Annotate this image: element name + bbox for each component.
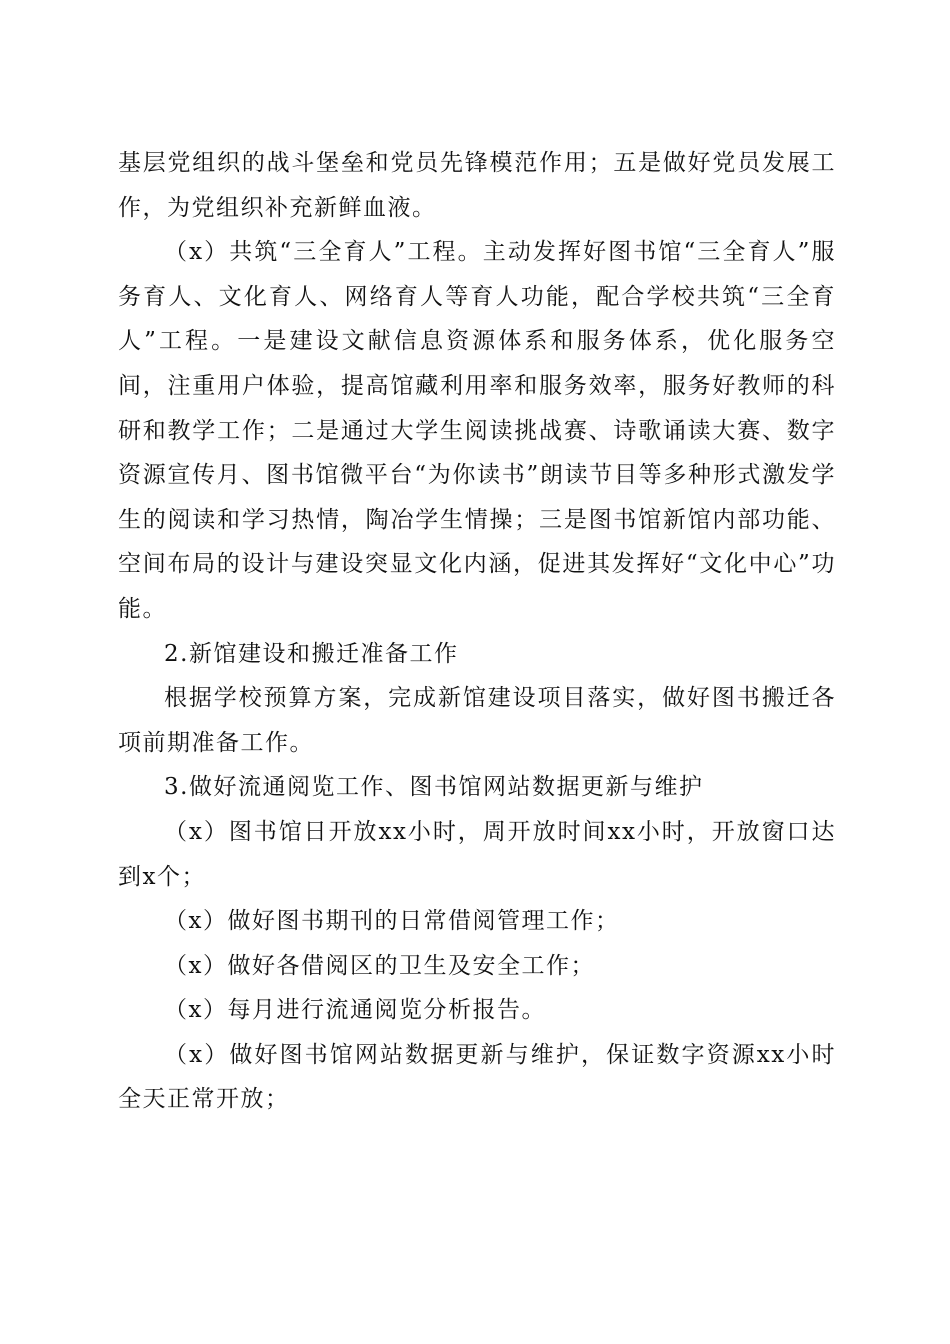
list-item-website-maintenance: （x）做好图书馆网站数据更新与维护，保证数字资源xx小时全天正常开放； (118, 1041, 836, 1113)
list-item-borrowing-management: （x）做好图书期刊的日常借阅管理工作； (164, 908, 620, 935)
document-body (118, 141, 836, 1122)
heading-circulation-website: 3.做好流通阅览工作、图书馆网站数据更新与维护 (164, 774, 704, 801)
heading-new-library-construction: 2.新馆建设和搬迁准备工作 (164, 640, 459, 667)
list-item-monthly-report: （x）每月进行流通阅览分析报告。 (164, 997, 546, 1024)
paragraph-three-full-education: （x）共筑“三全育人”工程。主动发挥好图书馆“三全育人”服务育人、文化育人、网络育人等育人功能，配合学校共筑“三全育人”工程。一是建设文献信息资源体系和服务体系，优化服务空间，注重用户体验，提高馆藏利用率和服务效率，服务好教师的科研和教学工作；二是通过大学生阅读挑战赛、诗歌诵读大赛、数字资源宣传月、图书馆微平台“为你读书”朗读节目等多种形式激发学生的阅读和学习热情，陶冶学生情操；三是图书馆新馆内部功能、空间布局的设计与建设突显文化内涵，促进其发挥好“文化中心”功能。 (118, 239, 836, 622)
paragraph-party-organization: 基层党组织的战斗堡垒和党员先锋模范作用；五是做好党员发展工作，为党组织补充新鲜血液。 (118, 150, 836, 221)
list-item-opening-hours: （x）图书馆日开放xx小时，周开放时间xx小时，开放窗口达到x个； (118, 818, 836, 890)
paragraph-new-library-plan: 根据学校预算方案，完成新馆建设项目落实，做好图书搬迁各项前期准备工作。 (118, 685, 836, 756)
list-item-hygiene-safety: （x）做好各借阅区的卫生及安全工作； (164, 952, 595, 979)
